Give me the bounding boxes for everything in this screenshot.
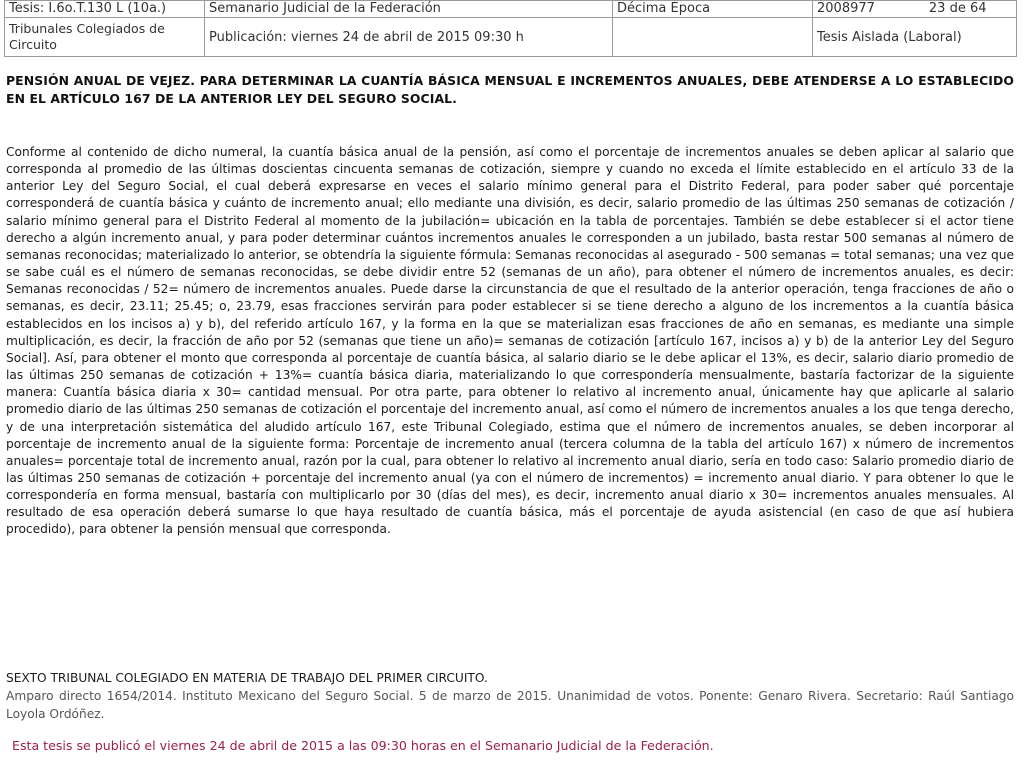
thesis-title: PENSIÓN ANUAL DE VEJEZ. PARA DETERMINAR LA CUANTÍA BÁSICA MENSUAL E INCREMENTOS ANUALES, DEBE ATENDERSE A LO ESTABLECIDO EN EL ARTÍCULO 167 DE LA ANTERIOR LEY DEL SEGURO SOCIAL.	[6, 73, 1014, 106]
tesis-id: Tesis: I.6o.T.130 L (10a.)	[5, 1, 205, 18]
publication-note: Esta tesis se publicó el viernes 24 de abril de 2015 a las 09:30 horas en el Semanario Judicial de la Federación.	[12, 738, 714, 753]
registry-cell	[813, 1, 1017, 18]
empty-cell	[613, 18, 813, 57]
metadata-table	[4, 0, 1017, 57]
publication-date: Publicación: viernes 24 de abril de 2015 09:30 h	[205, 18, 613, 57]
precedent-text: Amparo directo 1654/2014. Instituto Mexicano del Seguro Social. 5 de marzo de 2015. Unanimidad de votos. Ponente: Genaro Rivera. Secretario: Raúl Santiago Loyola Ordóñez.	[6, 689, 1014, 721]
source-name: Semanario Judicial de la Federación	[205, 1, 613, 18]
metadata-row-2	[5, 18, 1017, 57]
result-position: 23 de 64	[928, 1, 987, 16]
thesis-body: Conforme al contenido de dicho numeral, la cuantía básica anual de la pensión, así como el porcentaje de incrementos anuales se deben aplicar al salario que corresponda al promedio de las últimas doscientas cincuenta semanas de cotización, siempre y cuando no exceda el límite establecido en el artículo 33 de la anterior Ley del Seguro Social, el cual deberá expresarse en veces el salario mínimo general para el Distrito Federal, para poder saber qué porcentaje corresponderá de cuantía básica y cuánto de incremento anual; ello mediante una división, es decir, salario promedio de las últimas 250 semanas de cotización / salario mínimo general para el Distrito Federal al momento de la jubilación= ubicación en la tabla de porcentajes. También se debe establecer si el actor tiene derecho a algún incremento anual, y para poder determinar cuántos incrementos anuales le corresponden a un jubilado, basta restar 500 semanas al número de semanas reconocidas; materializado lo anterior, se obtendría la siguiente fórmula: Semanas reconocidas al asegurado - 500 semanas = total semanas; una vez que se sabe cuál es el número de semanas reconocidas, se debe dividir entre 52 (semanas de un año), para obtener el número de incrementos anuales, es decir: Semanas reconocidas / 52= número de incrementos anuales. Puede darse la circunstancia de que el resultado de la anterior operación, tenga fracciones de año o semanas, es decir, 23.11; 25.45; o, 23.79, esas fracciones servirán para poder establecer si se tiene derecho a alguno de los incrementos a la cuantía básica establecidos en los incisos a) y b), del referido artículo 167, y la forma en la que se materializan esas fracciones de año en semanas, es mediante una simple multiplicación, es decir, la fracción de año por 52 (semanas que tiene un año)= semanas de cotización [artículo 167, incisos a) y b) de la anterior Ley del Seguro Social]. Así, para obtener el monto que corresponda al porcentaje de cuantía básica, al salario diario se le debe aplicar el 13%, es decir, salario diario promedio de las últimas 250 semanas de cotización + 13%= cuantía básica diaria, materializando lo que correspondería mensualmente, bastaría factorizar de la siguiente manera: Cuantía básica diaria x 30= cantidad mensual. Por otra parte, para obtener lo relativo al incremento anual, únicamente hay que aplicarle al salario promedio diario de las últimas 250 semanas de cotización el porcentaje del incremento anual, así como el número de incrementos anuales a los que tenga derecho, y de una interpretación sistemática del aludido artículo 167, este Tribunal Colegiado, estima que el número de incrementos anuales, se deben incorporar al porcentaje de incremento anual de la siguiente forma: Porcentaje de incremento anual (tercera columna de la tabla del artículo 167) x número de incrementos anuales= porcentaje total de incremento anual, razón por la cual, para obtener lo relativo al incremento anual diario, sería en todo caso: Salario promedio diario de las últimas 250 semanas de cotización + porcentaje del incremento anual (ya con el número de incrementos) = incremento anual diario. Y para obtener lo que le correspondería en forma mensual, bastaría con multiplicarlo por 30 (días del mes), es decir, incremento anual diario x 30= incrementos anuales mensuales. Al resultado de esa operación deberá sumarse lo que haya resultado de cuantía básica, más el porcentaje de ayuda asistencial (en caso de que así hubiera procedido), para obtener la pensión mensual que corresponda.	[6, 145, 1014, 537]
court-type: Tribunales Colegiados de Circuito	[5, 18, 205, 57]
metadata-row-1	[5, 1, 1017, 18]
thesis-type: Tesis Aislada (Laboral)	[813, 18, 1017, 57]
thesis-page	[4, 0, 1016, 768]
epoch: Décima Época	[613, 1, 813, 18]
tribunal-name: SEXTO TRIBUNAL COLEGIADO EN MATERIA DE TRABAJO DEL PRIMER CIRCUITO.	[6, 671, 488, 685]
registry-number: 2008977	[817, 1, 875, 16]
